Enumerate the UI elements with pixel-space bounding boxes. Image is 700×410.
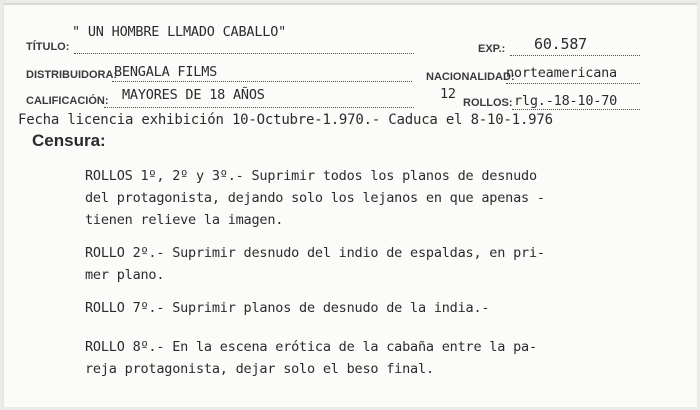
nacionalidad-label: NACIONALIDAD: bbox=[426, 71, 515, 83]
paragraph-line: del protagonista, dejando solo los lejanos en que apenas - bbox=[85, 190, 545, 206]
exp-rule bbox=[510, 55, 640, 56]
censorship-paragraph-1 bbox=[85, 165, 545, 231]
distribuidora-rule bbox=[112, 81, 412, 82]
paragraph-line: tienen relieve la imagen. bbox=[85, 212, 284, 228]
censorship-paragraph-2 bbox=[85, 242, 545, 286]
paragraph-line: ROLLOS 1º, 2º y 3º.- Suprimir todos los planos de desnudo bbox=[85, 168, 537, 184]
rollos-value: rlg.-18-10-70 bbox=[514, 93, 618, 109]
title-rule bbox=[74, 53, 414, 54]
paragraph-line: mer plano. bbox=[85, 267, 165, 283]
paragraph-line: ROLLO 8º.- En la escena erótica de la cabaña entre la pa- bbox=[85, 339, 537, 355]
nacionalidad-rule bbox=[506, 83, 640, 84]
calificacion-value: MAYORES DE 18 AÑOS bbox=[122, 87, 265, 103]
title-value: " UN HOMBRE LLMADO CABALLO" bbox=[72, 24, 287, 40]
rollos-count: 12 bbox=[440, 86, 456, 102]
censorship-card bbox=[3, 3, 697, 407]
distribuidora-value: BENGALA FILMS bbox=[114, 64, 218, 80]
censura-heading: Censura: bbox=[32, 131, 106, 150]
paragraph-line: reja protagonista, dejar solo el beso final. bbox=[85, 361, 434, 377]
calificacion-label: CALIFICACIÓN: bbox=[26, 95, 109, 107]
rollos-label: ROLLOS: bbox=[463, 97, 513, 109]
rollos-rule bbox=[512, 109, 640, 110]
paragraph-line: ROLLO 2º.- Suprimir desnudo del indio de espaldas, en pri- bbox=[85, 245, 545, 261]
exp-value: 60.587 bbox=[534, 35, 587, 53]
censorship-paragraph-4 bbox=[85, 336, 537, 380]
nacionalidad-value: norteamericana bbox=[506, 65, 617, 81]
paragraph-line: ROLLO 7º.- Suprimir planos de desnudo de la india.- bbox=[85, 300, 490, 316]
title-label: TÍTULO: bbox=[26, 41, 70, 53]
calificacion-rule bbox=[104, 107, 414, 108]
licencia-line: Fecha licencia exhibición 10-Octubre-1.970.- Caduca el 8-10-1.976 bbox=[18, 112, 553, 128]
censorship-paragraph-3 bbox=[85, 297, 489, 319]
exp-label: EXP.: bbox=[478, 43, 506, 55]
distribuidora-label: DISTRIBUIDORA: bbox=[26, 69, 118, 81]
